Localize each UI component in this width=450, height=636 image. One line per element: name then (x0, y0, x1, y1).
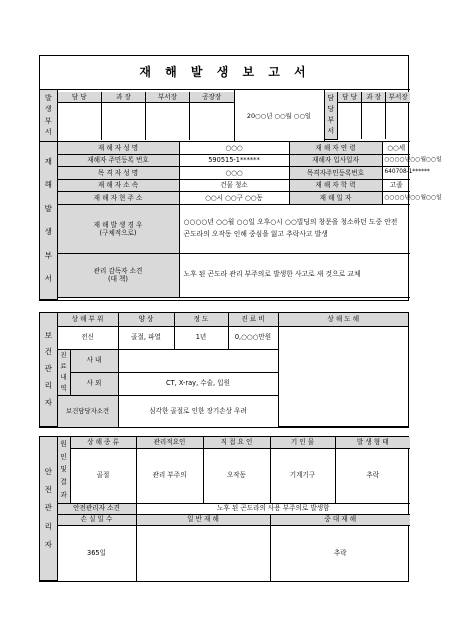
circumstance-label-line1: 재 해 발 생 경 우 (93, 220, 143, 229)
manager-opinion-label-line1: 관리 감독자 소견 (93, 266, 143, 275)
spacer-row (57, 297, 410, 299)
approval-right-col: 과 장 (362, 92, 386, 103)
manager-opinion-value[interactable]: 노후 된 곤도라 관리 부주의로 발생한 사고로 새 것으로 교체 (179, 253, 410, 297)
approval-right-label: 담당부서 (325, 92, 338, 140)
lost-days-value[interactable]: 365일 (57, 525, 136, 581)
injury-part-header: 상 해 부 위 (57, 313, 118, 326)
join-date-value[interactable]: ○○○○년○○월○○일 (382, 154, 410, 167)
dept-label: 재 해 자 소 속 (57, 179, 179, 192)
join-date-label: 재해자 입사일자 (289, 154, 382, 167)
medical-cost-value[interactable]: 0,○○○만원 (228, 326, 278, 349)
health-opinion-value[interactable]: 심각한 골절로 인한 장기손상 우려 (118, 395, 278, 427)
injury-part-value[interactable]: 전신 (57, 326, 118, 349)
approval-right-col: 부서장 (386, 92, 410, 103)
approval-left-col: 공장장 (190, 92, 234, 103)
health-section-label: 보건관리자 (40, 313, 57, 427)
approval-sign-cell[interactable] (58, 103, 102, 140)
direct-factor-header: 직 접 요 인 (203, 437, 270, 448)
manager-opinion-label-line2: (대 책) (108, 275, 128, 284)
approval-sign-cell[interactable] (102, 103, 146, 140)
treatment-out-label: 사 외 (70, 372, 118, 395)
id-value[interactable]: 590515-1****** (179, 154, 289, 167)
address-label: 재 해 자 현 주 소 (57, 192, 179, 205)
report-section-main (39, 55, 442, 301)
approval-right-box (324, 90, 410, 142)
treatment-out-value[interactable]: CT, X-ray, 수술, 입원 (118, 372, 278, 395)
witness-value[interactable]: ○○○ (179, 167, 289, 180)
injury-diagram-area[interactable] (278, 326, 408, 427)
safety-opinion-label: 안전관리자 소견 (57, 503, 136, 514)
approval-right-col: 담 당 (338, 92, 362, 103)
treatment-label: 진료내역 (57, 349, 70, 395)
approval-sign-cell[interactable] (338, 103, 362, 140)
normal-accident-value[interactable] (136, 525, 270, 581)
injury-state-value[interactable]: 골절, 파열 (118, 326, 174, 349)
person-section-label: 재해발생부서 (40, 141, 57, 299)
circumstance-label-line2: (구체적으로) (99, 228, 137, 237)
approval-left-label: 발생부서 (40, 90, 57, 142)
injury-diagram-header: 상 해 도 해 (278, 313, 408, 326)
cause-object-value[interactable]: 기계기구 (270, 448, 335, 503)
approval-sign-cell[interactable] (386, 103, 410, 140)
age-value[interactable]: ○○세 (382, 141, 410, 154)
report-title (40, 56, 410, 90)
treatment-in-value[interactable] (118, 349, 278, 372)
cause-object-header: 기 인 물 (270, 437, 335, 448)
occurrence-form-header: 발 생 형 태 (335, 437, 410, 448)
accident-date-value[interactable]: ○○○○년○○월○○일 (382, 192, 410, 205)
injury-degree-header: 정 도 (174, 313, 228, 326)
witness-id-label: 목격자주민등록번호 (289, 167, 382, 180)
edu-label: 재 해 자 학 력 (289, 179, 382, 192)
id-label: 재해자 주민등록 번호 (57, 154, 179, 167)
safety-section-label: 안전관리자 (40, 437, 57, 581)
cause-result-label: 원인및결과 (57, 437, 70, 503)
manager-opinion-label (57, 253, 179, 297)
approval-sign-cell[interactable] (146, 103, 190, 140)
lost-days-header: 손 실 일 수 (57, 514, 136, 525)
approval-sign-cell[interactable] (190, 103, 234, 140)
admin-factor-header: 관리적요인 (136, 437, 203, 448)
report-section-safety (39, 436, 409, 582)
medical-cost-header: 진 료 비 (228, 313, 278, 326)
approval-left-col: 과 장 (102, 92, 146, 103)
safety-opinion-value[interactable]: 노후 된 곤도라의 사용 부주의로 발생함 (136, 503, 410, 514)
name-label: 재 해 자 성 명 (57, 141, 179, 154)
address-value[interactable]: ○○시 ○○구 ○○동 (179, 192, 289, 205)
injury-state-header: 양 상 (118, 313, 174, 326)
edu-value[interactable]: 고졸 (382, 179, 410, 192)
report-section-health (39, 312, 409, 428)
health-opinion-label: 보건담당자소견 (57, 395, 118, 427)
witness-label: 목 격 자 성 명 (57, 167, 179, 180)
health-table (40, 313, 408, 427)
direct-factor-value[interactable]: 오작동 (203, 448, 270, 503)
severe-accident-value[interactable]: 추락 (270, 525, 410, 581)
dept-value[interactable]: 건물 청소 (179, 179, 289, 192)
approval-left-box (57, 90, 234, 142)
report-main-table (40, 56, 442, 300)
approval-left-col: 담 당 (58, 92, 102, 103)
report-date: 20○○년 ○○월 ○○일 (234, 90, 324, 142)
injury-type-header: 상 해 종 류 (70, 437, 136, 448)
occurrence-form-value[interactable]: 추락 (335, 448, 410, 503)
approval-sign-cell[interactable] (362, 103, 386, 140)
admin-factor-value[interactable]: 관리 부주의 (136, 448, 203, 503)
normal-accident-header: 일 반 재 해 (136, 514, 270, 525)
approval-left-col: 부서장 (146, 92, 190, 103)
injury-type-value[interactable]: 골절 (70, 448, 136, 503)
report-title-text: 재 해 발 생 보 고 서 (139, 65, 311, 80)
witness-id-value[interactable]: 640708-1****** (382, 167, 410, 180)
injury-degree-value[interactable]: 1년 (174, 326, 228, 349)
treatment-in-label: 사 내 (70, 349, 118, 372)
age-label: 재 해 자 연 령 (289, 141, 382, 154)
severe-accident-header: 중 대 재 해 (270, 514, 410, 525)
accident-date-label: 재 해 일 자 (289, 192, 382, 205)
name-value[interactable]: ○○○ (179, 141, 289, 154)
safety-table (40, 437, 410, 581)
circumstance-label (57, 205, 179, 253)
circumstance-value[interactable]: ○○○○년 ○○월 ○○일 오후○시 ○○빌딩의 창문을 청소하던 도중 안전 곤도라의 오작동 인해 중심을 잃고 추락사고 발생 (179, 205, 410, 253)
